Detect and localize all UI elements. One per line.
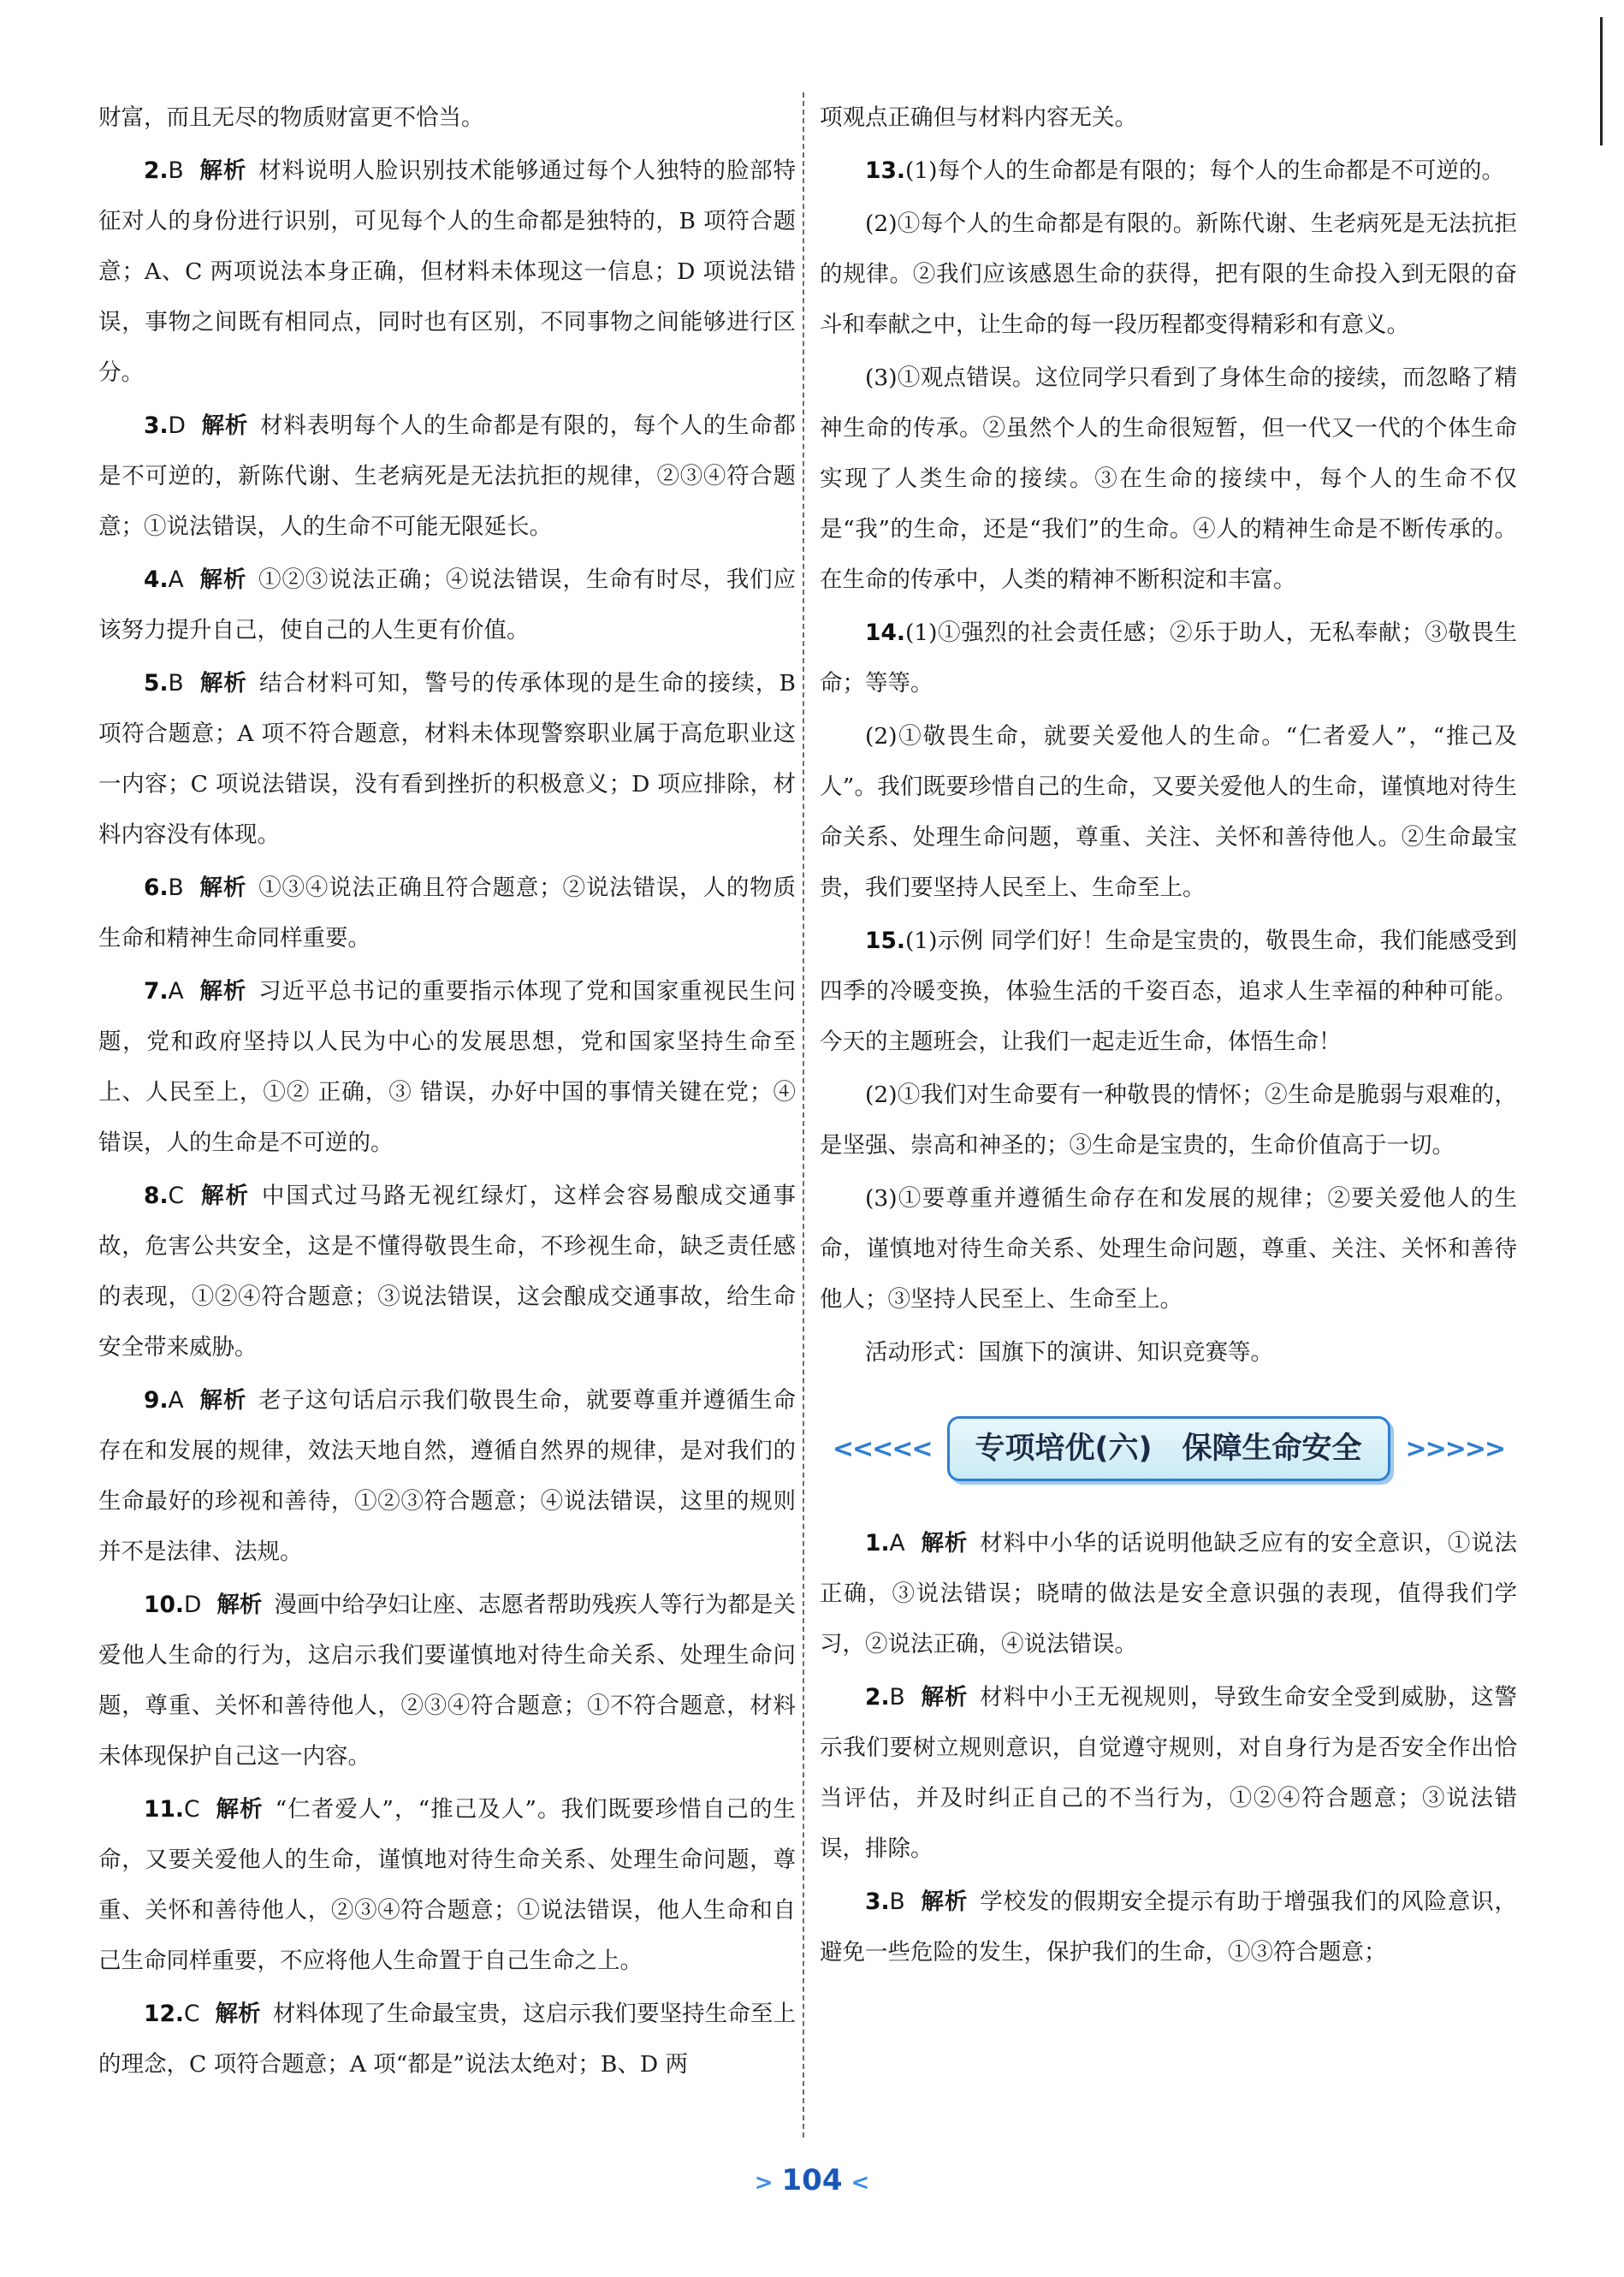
answer-item-6 — [98, 863, 796, 964]
question-number: 15. — [865, 928, 905, 954]
analysis-text: 漫画中给孕妇让座、志愿者帮助残疾人等行为都是关爱他人生命的行为，这启示我们要谨慎地对待生命关系、处理生命问题，尊重、关怀和善待他人，②③④符合题意；①不符合题意，材料未体现保护自己这一内容。 — [98, 1592, 797, 1770]
answer-item-4 — [98, 554, 796, 655]
answer-item-12 — [98, 1989, 796, 2090]
analysis-text: 结合材料可知，警号的传承体现的是生命的接续，B 项符合题意；A 项不符合题意，材料未体现警察职业属于高危职业这一内容；C 项说法错误，没有看到挫折的积极意义；D 项应排除，材料内容没有体现。 — [98, 670, 796, 848]
answer-item-13-part-2: (2)①每个人的生命都是有限的。新陈代谢、生老病死是无法抗拒的规律。②我们应该感恩生命的获得，把有限的生命投入到无限的奋斗和奉献之中，让生命的每一段历程都变得精彩和有意义。 — [820, 211, 1517, 338]
analysis-label: 解析 — [199, 1183, 250, 1209]
page-number: 104 — [781, 2163, 843, 2197]
answer-item-11 — [98, 1784, 796, 1986]
special-item-2 — [820, 1672, 1517, 1874]
section-banner — [820, 1410, 1517, 1487]
answer-item-3 — [98, 400, 796, 552]
question-number: 3. — [865, 1889, 890, 1915]
question-number: 5. — [144, 670, 169, 697]
analysis-label: 解析 — [215, 1796, 264, 1823]
question-number: 10. — [144, 1592, 184, 1618]
question-number: 1. — [865, 1530, 890, 1557]
analysis-label: 解析 — [199, 1387, 247, 1414]
answer-letter: A — [889, 1530, 905, 1557]
question-number: 8. — [144, 1183, 169, 1209]
answer-text: (1)①强烈的社会责任感；②乐于助人，无私奉献；③敬畏生命；等等。 — [820, 620, 1517, 697]
answer-item-2 — [98, 145, 796, 398]
answer-letter: B — [889, 1684, 905, 1711]
question-number: 3. — [144, 412, 169, 439]
analysis-label: 解析 — [920, 1889, 969, 1915]
answer-item-15-part-1 — [820, 916, 1517, 1067]
question-number: 2. — [865, 1684, 890, 1711]
analysis-text: 材料表明每个人的生命都是有限的，每个人的生命都是不可逆的，新陈代谢、生老病死是无法抗拒的规律，②③④符合题意；①说法错误，人的生命不可能无限延长。 — [98, 412, 797, 540]
analysis-label: 解析 — [216, 1592, 263, 1618]
section-title: 专项培优(六) 保障生命安全 — [947, 1416, 1390, 1481]
analysis-label: 解析 — [920, 1684, 969, 1711]
analysis-label: 解析 — [215, 2001, 261, 2027]
answer-letter: B — [168, 875, 184, 901]
analysis-text: 材料中小王无视规则，导致生命安全受到威胁，这警示我们要树立规则意识，自觉遵守规则，对自身行为是否安全作出恰当评估，并及时纠正自己的不当行为，①②④符合题意；③说法错误，排除。 — [820, 1684, 1518, 1862]
special-item-1 — [820, 1518, 1517, 1669]
answer-item-9 — [98, 1375, 796, 1577]
answer-item-13-part-3: (3)①观点错误。这位同学只看到了身体生命的接续，而忽略了精神生命的传承。②虽然个人的生命很短暂，但一代又一代的个体生命实现了人类生命的接续。③在生命的接续中，每个人的生命不仅是“我”的生命，还是“我们”的生命。④人的精神生命是不断传承的。在生命的传承中，人类的精神不断积淀和丰富。 — [820, 365, 1517, 593]
question-number: 4. — [144, 566, 169, 593]
left-continuation: 财富，而且无尽的物质财富更不恰当。 — [98, 104, 484, 131]
analysis-label: 解析 — [200, 412, 249, 439]
analysis-text: “仁者爱人”，“推己及人”。我们既要珍惜自己的生命，又要关爱他人的生命，谨慎地对待生命关系、处理生命问题，尊重、关怀和善待他人，②③④符合题意；①说法错误，他人生命和自己生命同样重要，不应将他人生命置于自己生命之上。 — [98, 1796, 796, 1974]
analysis-text: 习近平总书记的重要指示体现了党和国家重视民生问题，党和政府坚持以人民为中心的发展思想，党和国家坚持生命至上、人民至上，①② 正确，③ 错误，办好中国的事情关键在党；④ 错误，人的生命是不可逆的。 — [98, 978, 797, 1156]
answer-letter: B — [168, 670, 184, 697]
question-number: 7. — [144, 978, 169, 1005]
analysis-text: 材料体现了生命最宝贵，这启示我们要坚持生命至上的理念，C 项符合题意；A 项“都是”说法太绝对；B、D 两 — [98, 2001, 797, 2078]
answer-letter: D — [183, 1592, 202, 1618]
analysis-text: ①②③说法正确；④说法错误，生命有时尽，我们应该努力提升自己，使自己的人生更有价值。 — [98, 566, 797, 643]
edge-mark — [1600, 17, 1603, 145]
analysis-label: 解析 — [920, 1530, 969, 1557]
answer-item-5 — [98, 658, 796, 860]
answer-item-15-part-2: (2)①我们对生命要有一种敬畏的情怀；②生命是脆弱与艰难的，是坚强、崇高和神圣的；③生命是宝贵的，生命价值高于一切。 — [820, 1082, 1517, 1159]
page-footer — [0, 2163, 1624, 2197]
answer-item-15-part-3: (3)①要尊重并遵循生命存在和发展的规律；②要关爱他人的生命，谨慎地对待生命关系、处理生命问题，尊重、关注、关怀和善待他人；③坚持人民至上、生命至上。 — [820, 1185, 1517, 1313]
footer-left-arrow-icon: < — [851, 2170, 870, 2196]
answer-letter: C — [183, 1796, 200, 1823]
special-item-3 — [820, 1877, 1517, 1978]
analysis-label: 解析 — [199, 875, 247, 901]
column-divider — [803, 92, 804, 2138]
answer-item-8 — [98, 1171, 796, 1373]
question-number: 12. — [144, 2001, 184, 2027]
answer-item-7 — [98, 966, 796, 1168]
answer-text: (1)每个人的生命都是有限的；每个人的生命都是不可逆的。 — [904, 157, 1504, 184]
question-number: 9. — [144, 1387, 169, 1414]
question-number: 14. — [865, 620, 905, 646]
answer-letter: A — [168, 978, 184, 1005]
answer-letter: B — [889, 1889, 905, 1915]
right-column — [820, 92, 1517, 1980]
analysis-label: 解析 — [199, 157, 247, 184]
question-number: 13. — [865, 157, 905, 184]
answer-letter: D — [168, 412, 186, 439]
answer-item-13-part-1 — [820, 145, 1517, 196]
answer-letter: A — [168, 566, 184, 593]
analysis-text: 学校发的假期安全提示有助于增强我们的风险意识，避免一些危险的发生，保护我们的生命，①③符合题意； — [820, 1889, 1518, 1966]
footer-right-arrow-icon: > — [754, 2170, 773, 2196]
analysis-text: 中国式过马路无视红绿灯，这样会容易酿成交通事故，危害公共安全，这是不懂得敬畏生命，不珍视生命，缺乏责任感的表现，①②④符合题意；③说法错误，这会酿成交通事故，给生命安全带来威胁。 — [98, 1183, 797, 1361]
answer-item-14-part-2: (2)①敬畏生命，就要关爱他人的生命。“仁者爱人”，“推己及人”。我们既要珍惜自己的生命，又要关爱他人的生命，谨慎地对待生命关系、处理生命问题，尊重、关注、关怀和善待他人。②生命最宝贵，我们要坚持人民至上、生命至上。 — [820, 723, 1517, 901]
answer-item-14-part-1 — [820, 608, 1517, 709]
answer-item-15-part-4: 活动形式：国旗下的演讲、知识竞赛等。 — [865, 1339, 1273, 1366]
analysis-label: 解析 — [199, 670, 248, 697]
answer-letter: C — [168, 1183, 185, 1209]
banner-right-arrows: >>>>> — [1405, 1433, 1505, 1464]
question-number: 11. — [144, 1796, 184, 1823]
analysis-text: 老子这句话启示我们敬畏生命，就要尊重并遵循生命存在和发展的规律，效法天地自然，遵循自然界的规律，是对我们的生命最好的珍视和善待，①②③符合题意；④说法错误，这里的规则并不是法律、法规。 — [98, 1387, 797, 1565]
answer-letter: C — [183, 2001, 200, 2027]
answer-text: (1)示例 同学们好！生命是宝贵的，敬畏生命，我们能感受到四季的冷暖变换，体验生活的千姿百态，追求人生幸福的种种可能。今天的主题班会，让我们一起走近生命，体悟生命！ — [820, 928, 1517, 1055]
analysis-text: ①③④说法正确且符合题意；②说法错误，人的物质生命和精神生命同样重要。 — [98, 875, 797, 952]
analysis-text: 材料中小华的话说明他缺乏应有的安全意识，①说法正确，③说法错误；晓晴的做法是安全意识强的表现，值得我们学习，②说法正确，④说法错误。 — [820, 1530, 1518, 1657]
analysis-label: 解析 — [199, 978, 247, 1005]
banner-left-arrows: <<<<< — [832, 1433, 932, 1464]
left-column — [98, 92, 796, 2092]
question-number: 6. — [144, 875, 169, 901]
question-number: 2. — [144, 157, 169, 184]
answer-letter: B — [168, 157, 184, 184]
analysis-text: 材料说明人脸识别技术能够通过每个人独特的脸部特征对人的身份进行识别，可见每个人的生命都是独特的，B 项符合题意；A、C 两项说法本身正确，但材料未体现这一信息；D 项说法错误，事物之间既有相同点，同时也有区别，不同事物之间能够进行区分。 — [98, 157, 797, 386]
answer-letter: A — [168, 1387, 184, 1414]
answer-item-10 — [98, 1580, 796, 1782]
analysis-label: 解析 — [199, 566, 247, 593]
right-continuation: 项观点正确但与材料内容无关。 — [820, 104, 1137, 131]
